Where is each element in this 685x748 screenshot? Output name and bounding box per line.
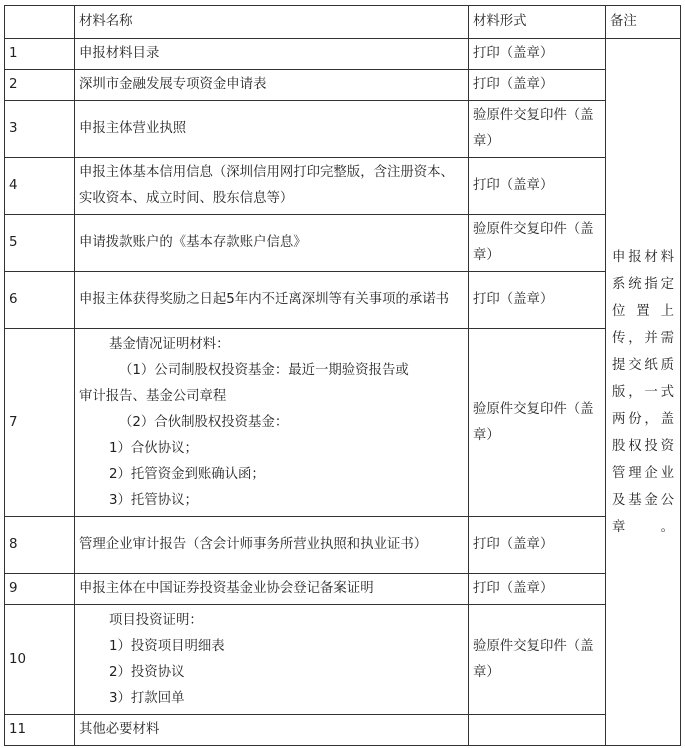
table-row [5, 574, 681, 605]
row-number: 7 [5, 329, 75, 517]
row-number: 11 [5, 715, 75, 746]
table-row [5, 605, 681, 715]
row-material-name: 申报材料目录 [75, 39, 469, 70]
row-number: 5 [5, 215, 75, 272]
row-number: 3 [5, 101, 75, 158]
table-row [5, 215, 681, 272]
table-row [5, 272, 681, 329]
row-material-name: 深圳市金融发展专项资金申请表 [75, 70, 469, 101]
row-material-form: 打印（盖章） [469, 158, 606, 215]
row-material-name: 管理企业审计报告（含会计师事务所营业执照和执业证书） [75, 517, 469, 574]
row-material-form: 打印（盖章） [469, 517, 606, 574]
row-material-form: 打印（盖章） [469, 39, 606, 70]
row-material-name: 其他必要材料 [75, 715, 469, 746]
table-row [5, 517, 681, 574]
materials-table [4, 5, 681, 746]
row-material-name: 申报主体在中国证券投资基金业协会登记备案证明 [75, 574, 469, 605]
row-material-name: 申请拨款账户的《基本存款账户信息》 [75, 215, 469, 272]
table-row [5, 39, 681, 70]
row-material-name [75, 605, 469, 715]
row-number: 9 [5, 574, 75, 605]
header-material-name: 材料名称 [75, 6, 469, 39]
row-material-form: 打印（盖章） [469, 272, 606, 329]
name-line: 2）托管资金到账确认函； [109, 466, 265, 482]
row-material-name: 申报主体基本信用信息（深圳信用网打印完整版，含注册资本、实收资本、成立时间、股东信息等） [75, 158, 469, 215]
name-line: 1）投资项目明细表 [109, 638, 225, 654]
table-header-row [5, 6, 681, 39]
row-number: 8 [5, 517, 75, 574]
table-row [5, 329, 681, 517]
name-line: 审计报告、基金公司章程 [79, 388, 227, 404]
name-line: 项目投资证明： [109, 612, 203, 628]
name-line: （1）公司制股权投资基金：最近一期验资报告或 [119, 362, 409, 378]
row-number: 6 [5, 272, 75, 329]
row-material-form: 验原件交复印件（盖章） [469, 329, 606, 517]
table-row [5, 158, 681, 215]
row-material-name: 申报主体营业执照 [75, 101, 469, 158]
name-line: （2）合伙制股权投资基金： [119, 414, 289, 430]
name-line: 3）打款回单 [109, 690, 185, 706]
row-material-name [75, 329, 469, 517]
header-material-form: 材料形式 [469, 6, 606, 39]
name-line: 2）投资协议 [109, 664, 185, 680]
note-cell: 申报材料系统指定位置上传，并需提交纸质版，一式两份，盖股权投资管理企业及基金公章。 [606, 39, 681, 746]
row-material-form: 验原件交复印件（盖章） [469, 605, 606, 715]
row-material-form: 验原件交复印件（盖章） [469, 215, 606, 272]
row-material-form: 打印（盖章） [469, 574, 606, 605]
row-material-form: 验原件交复印件（盖章） [469, 101, 606, 158]
name-line: 3）托管协议； [109, 492, 198, 508]
row-material-form: 打印（盖章） [469, 70, 606, 101]
row-material-form [469, 715, 606, 746]
row-number: 10 [5, 605, 75, 715]
name-line: 1）合伙协议； [109, 440, 198, 456]
row-number: 2 [5, 70, 75, 101]
row-material-name: 申报主体获得奖励之日起5年内不迁离深圳等有关事项的承诺书 [75, 272, 469, 329]
table-row [5, 101, 681, 158]
name-line: 基金情况证明材料： [109, 336, 230, 352]
row-number: 1 [5, 39, 75, 70]
header-note: 备注 [606, 6, 681, 39]
table-row [5, 715, 681, 746]
table-row [5, 70, 681, 101]
header-number [5, 6, 75, 39]
row-number: 4 [5, 158, 75, 215]
